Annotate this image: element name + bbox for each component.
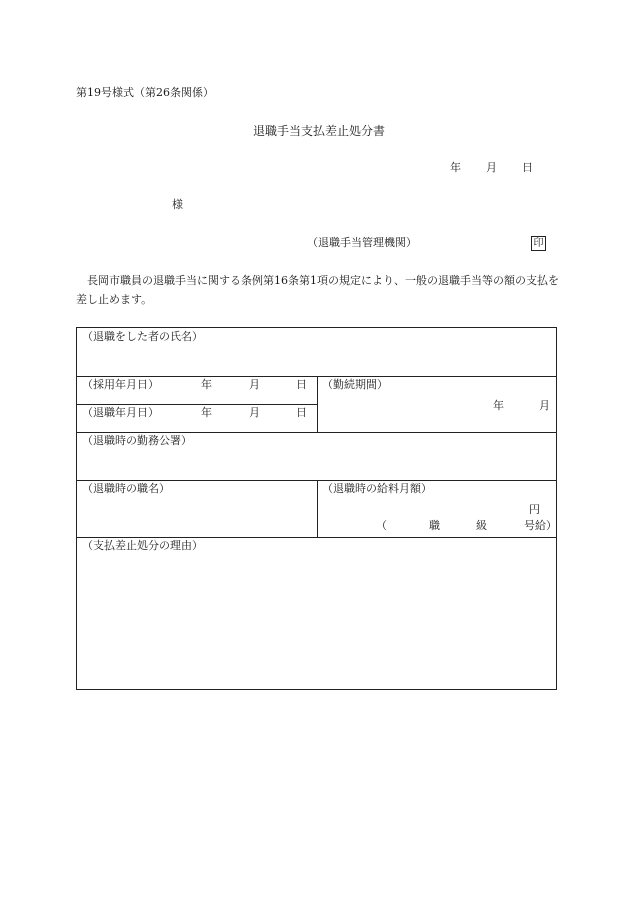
hire-day-label: 日 bbox=[296, 378, 307, 391]
date-year-label: 年 bbox=[450, 161, 461, 174]
retiree-name-label: （退職をした者の氏名） bbox=[82, 330, 203, 343]
service-month-label: 月 bbox=[539, 399, 550, 412]
salary-label: （退職時の給料月額） bbox=[322, 482, 432, 495]
office-label: （退職時の勤務公署） bbox=[82, 434, 192, 447]
row-divider bbox=[77, 432, 556, 433]
body-paragraph: 長岡市職員の退職手当に関する条例第16条第1項の規定により、一般の退職手当等の額の支払を差し止めます。 bbox=[76, 274, 559, 306]
grade-gokyu-label: 号給） bbox=[524, 519, 557, 532]
salary-yen-unit: 円 bbox=[529, 503, 540, 516]
addressee-suffix: 様 bbox=[172, 198, 183, 211]
grade-shoku-label: 職 bbox=[429, 519, 440, 532]
grade-open-paren: （ bbox=[376, 519, 387, 532]
reason-label: （支払差止処分の理由） bbox=[82, 539, 203, 552]
position-label: （退職時の職名） bbox=[82, 482, 170, 495]
hire-year-label: 年 bbox=[201, 378, 212, 391]
issuer-label: （退職手当管理機関） bbox=[307, 236, 417, 249]
row-divider bbox=[77, 537, 556, 538]
retire-year-label: 年 bbox=[201, 406, 212, 419]
service-period-label: （勤続期間） bbox=[322, 378, 388, 391]
service-year-label: 年 bbox=[493, 399, 504, 412]
hire-date-label: （採用年月日） bbox=[82, 378, 159, 391]
hire-month-label: 月 bbox=[249, 378, 260, 391]
form-number: 第19号様式（第26条関係） bbox=[76, 86, 214, 99]
document-title: 退職手当支払差止処分書 bbox=[253, 124, 386, 138]
grade-kyu-label: 級 bbox=[476, 519, 487, 532]
column-divider bbox=[317, 480, 318, 537]
date-day-label: 日 bbox=[522, 161, 533, 174]
column-divider bbox=[317, 376, 318, 432]
date-month-label: 月 bbox=[486, 161, 497, 174]
retire-date-label: （退職年月日） bbox=[82, 406, 159, 419]
row-divider bbox=[77, 404, 317, 405]
retire-month-label: 月 bbox=[249, 406, 260, 419]
seal-mark: 印 bbox=[531, 236, 546, 251]
retire-day-label: 日 bbox=[296, 406, 307, 419]
form-table bbox=[76, 327, 557, 690]
